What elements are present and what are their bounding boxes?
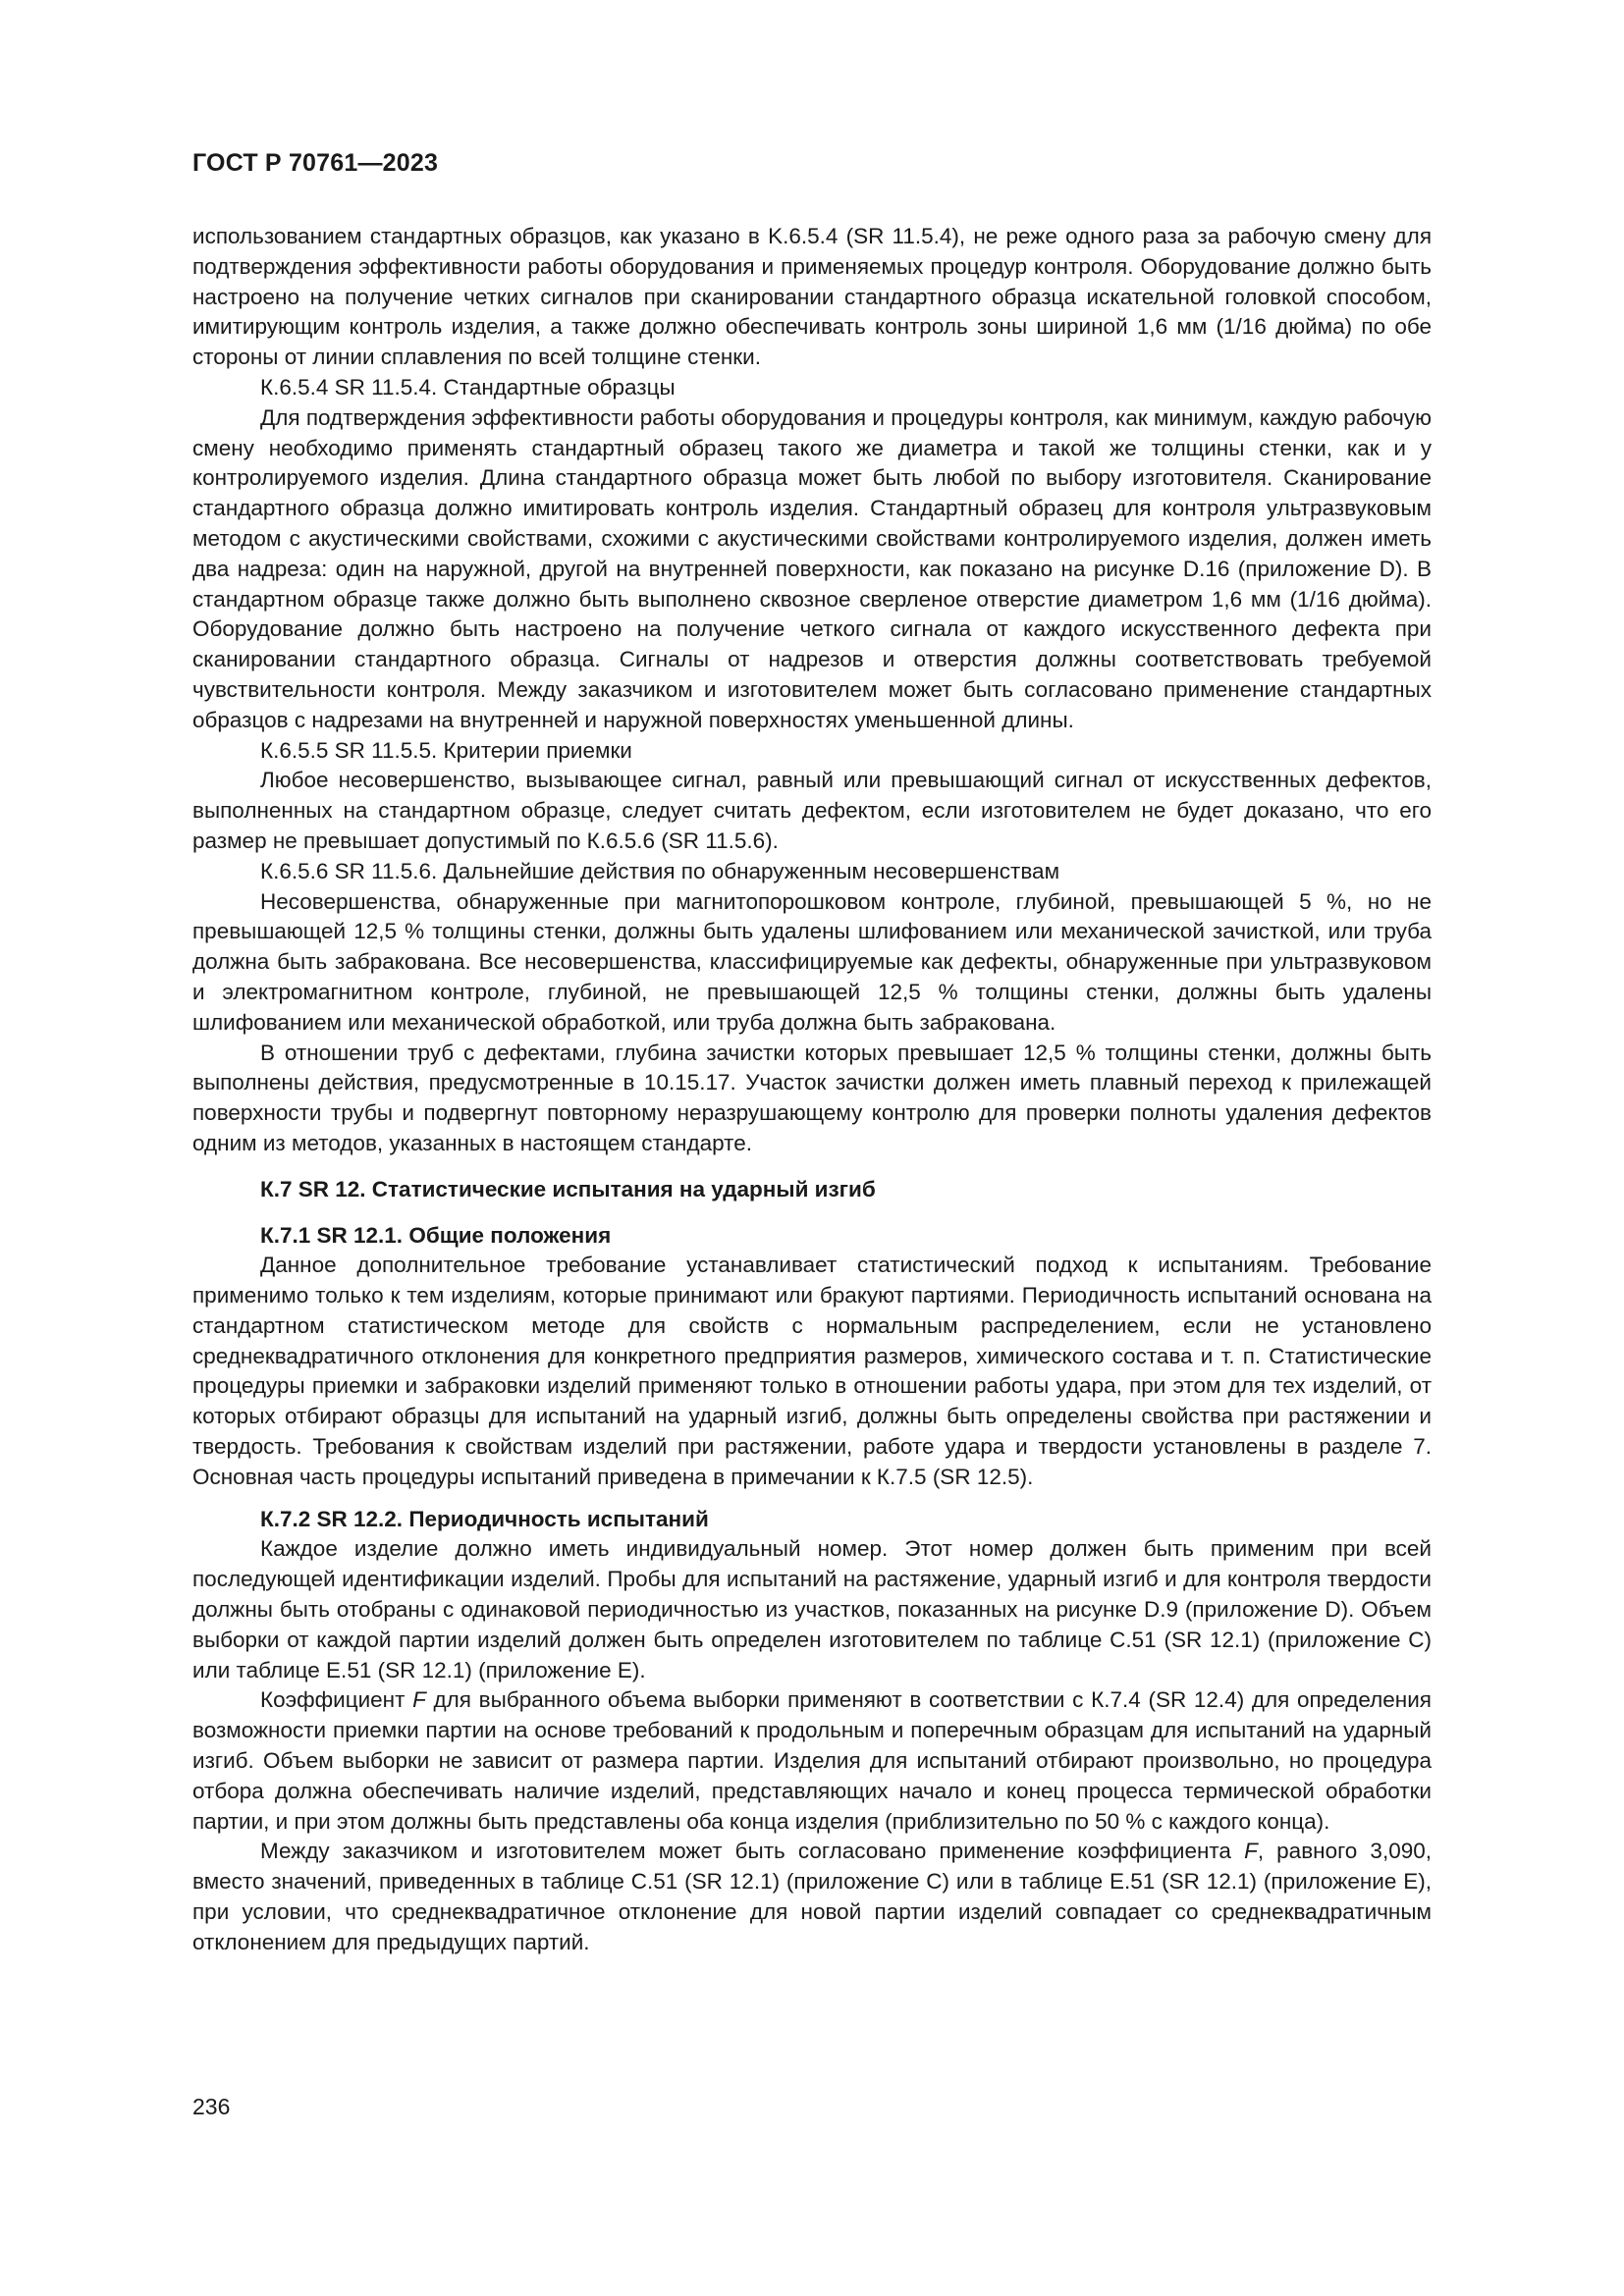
symbol-f: F <box>412 1687 426 1713</box>
paragraph-continuation: использованием стандартных образцов, как указано в K.6.5.4 (SR 11.5.4), не реже одного раза за рабочую смену для подтверждения эффективности работы оборудования и применяемых процедур контроля. Оборудование должно быть настроено на получение четких сигналов при сканировании стандартного образца искательной головкой способом, имитирующим контроль изделия, а также должно обеспечивать контроль зоны шириной 1,6 мм (1/16 дюйма) по обе стороны от линии сплавления по всей толщине стенки. <box>192 224 1432 370</box>
document-code: ГОСТ Р 70761—2023 <box>192 149 439 177</box>
subsection-title-k71: К.7.1 SR 12.1. Общие положения <box>260 1222 612 1248</box>
paragraph-test-frequency: Каждое изделие должно иметь индивидуальный номер. Этот номер должен быть применим при всей последующей идентификации изделий. Пробы для испытаний на растяжение, ударный изгиб и для контроля твердости должны быть отобраны с одинаковой периодичностью из участков, показанных на рисунке D.9 (приложение D). Объем выборки от каждой партии изделий должен быть определен изготовителем по таблице C.51 (SR 12.1) (приложение C) или таблице E.51 (SR 12.1) (приложение E). <box>192 1536 1432 1682</box>
paragraph-imperfections: Несовершенства, обнаруженные при магнитопорошковом контроле, глубиной, превышающей 5 %, но не превышающей 12,5 % толщины стенки, должны быть удалены шлифованием или механической зачисткой, или труба должна быть забракована. Все несовершенства, классифицируемые как дефекты, обнаруженные при ультразвуковом и электромагнитном контроле, глубиной, не превышающей 12,5 % толщины стенки, должны быть удалены шлифованием или механической обработкой, или труба должна быть забракована. <box>192 888 1432 1035</box>
page-body <box>192 222 1432 1958</box>
subclause-title-k654: К.6.5.4 SR 11.5.4. Стандартные образцы <box>260 374 676 400</box>
subsection-title-k72: К.7.2 SR 12.2. Периодичность испытаний <box>260 1506 709 1531</box>
subclause-title-k656: К.6.5.6 SR 11.5.6. Дальнейшие действия по обнаруженным несовершенствам <box>260 858 1060 883</box>
symbol-f: F <box>1244 1839 1258 1864</box>
paragraph-defect-removal: В отношении труб с дефектами, глубина зачистки которых превышает 12,5 % толщины стенки, должны быть выполнены действия, предусмотренные в 10.15.17. Участок зачистки должен иметь плавный переход к прилежащей поверхности трубы и подвергнут повторному неразрушающему контролю для проверки полноты удаления дефектов одним из методов, указанных в настоящем стандарте. <box>192 1040 1432 1155</box>
paragraph-acceptance-criteria: Любое несовершенство, вызывающее сигнал, равный или превышающий сигнал от искусственных дефектов, выполненных на стандартном образце, следует считать дефектом, если изготовителем не будет доказано, что его размер не превышает допустимый по К.6.5.6 (SR 11.5.6). <box>192 768 1432 853</box>
subclause-title-k655: К.6.5.5 SR 11.5.5. Критерии приемки <box>260 737 632 763</box>
section-title-k7: К.7 SR 12. Статистические испытания на ударный изгиб <box>260 1176 876 1201</box>
paragraph-coefficient-f: Коэффициент F для выбранного объема выборки применяют в соответствии с К.7.4 (SR 12.4) для определения возможности приемки партии на основе требований к продольным и поперечным образцам для испытаний на ударный изгиб. Объем выборки не зависит от размера партии. Изделия для испытаний отбирают произвольно, но процедура отбора должна обеспечивать наличие изделий, представляющих начало и конец процесса термической обработки партии, и при этом должны быть представлены оба конца изделия (приблизительно по 50 % с каждого конца). <box>192 1687 1432 1834</box>
paragraph-general-provisions: Данное дополнительное требование устанавливает статистический подход к испытаниям. Требование применимо только к тем изделиям, которые принимают или бракуют партиями. Периодичность испытаний основана на стандартном статистическом методе для свойств с нормальным распределением, если не установлено среднеквадратичного отклонения для конкретного предприятия размеров, химического состава и т. п. Статистические процедуры приемки и забраковки изделий применяют только в отношении работы удара, при этом для тех изделий, от которых отбирают образцы для испытаний на ударный изгиб, должны быть определены свойства при растяжении и твердость. Требования к свойствам изделий при растяжении, работе удара и твердости установлены в разделе 7. Основная часть процедуры испытаний приведена в примечании к К.7.5 (SR 12.5). <box>192 1253 1432 1489</box>
paragraph-reference-samples: Для подтверждения эффективности работы оборудования и процедуры контроля, как минимум, каждую рабочую смену необходимо применять стандартный образец такого же диаметра и такой же толщины стенки, как и у контролируемого изделия. Длина стандартного образца может быть любой по выбору изготовителя. Сканирование стандартного образца должно имитировать контроль изделия. Стандартный образец для контроля ультразвуковым методом с акустическими свойствами, схожими с акустическими свойствами контролируемого изделия, должен иметь два надреза: один на наружной, другой на внутренней поверхности, как показано на рисунке D.16 (приложение D). В стандартном образце также должно быть выполнено сквозное сверленое отверстие диаметром 1,6 мм (1/16 дюйма). Оборудование должно быть настроено на получение четкого сигнала от каждого искусственного дефекта при сканировании стандартного образца. Сигналы от надрезов и отверстия должны соответствовать требуемой чувствительности контроля. Между заказчиком и изготовителем может быть согласовано применение стандартных образцов с надрезами на внутренней и наружной поверхностях уменьшенной длины. <box>192 404 1432 732</box>
page-number: 236 <box>192 2094 231 2119</box>
paragraph-coefficient-agreement: Между заказчиком и изготовителем может быть согласовано применение коэффициента F, равного 3,090, вместо значений, приведенных в таблице C.51 (SR 12.1) (приложение C) или в таблице E.51 (SR 12.1) (приложение E), при условии, что среднеквадратичное отклонение для новой партии изделий совпадает со среднеквадратичным отклонением для предыдущих партий. <box>192 1839 1432 1954</box>
